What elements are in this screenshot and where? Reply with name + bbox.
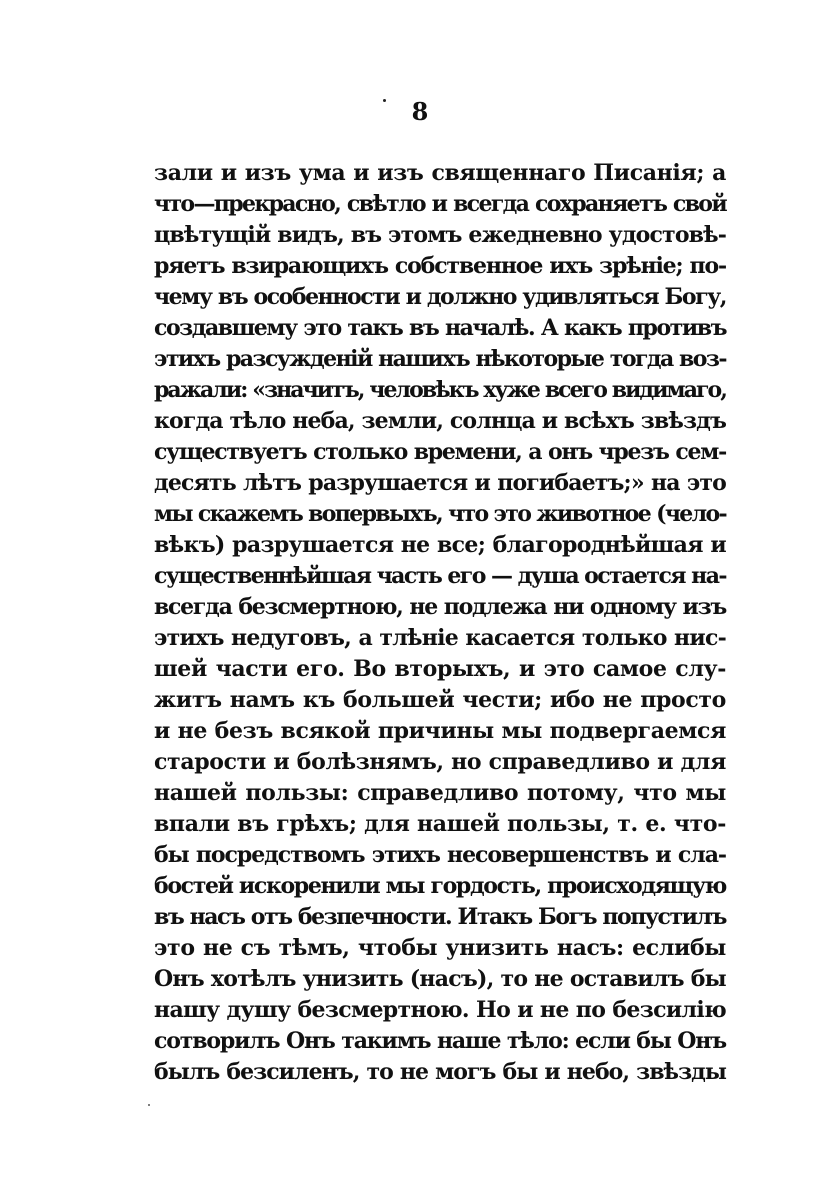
text-line: бы посредствомъ этихъ несовершенствъ и сла- <box>154 842 726 868</box>
text-line: ряетъ взирающихъ собственное ихъ зрѣніе; по- <box>154 253 726 279</box>
text-line: ражали: «значитъ, человѣкъ хуже всего видимаго, <box>154 377 726 403</box>
text-line: нашу душу безсмертною. Но и не по безсилію <box>154 997 726 1023</box>
text-line: существеннѣйшая часть его — душа остается на- <box>154 563 726 589</box>
text-line: создавшему это такъ въ началѣ. А какъ противъ <box>154 315 726 341</box>
text-line: десять лѣтъ разрушается и погибаетъ;» на это <box>154 470 726 496</box>
text-line: что—прекрасно, свѣтло и всегда сохраняетъ свой <box>154 191 726 217</box>
text-line: чему въ особенности и должно удивляться Богу, <box>154 284 726 310</box>
page-number: 8 <box>411 97 429 126</box>
text-line: существуетъ столько времени, а онъ чрезъ сем- <box>154 439 726 465</box>
text-line: мы скажемъ вопервыхъ, что это животное (чело- <box>154 501 726 527</box>
text-line: вѣкъ) разрушается не все; благороднѣйшая и <box>154 532 726 558</box>
body-text <box>154 158 726 1088</box>
text-line: нашей пользы: справедливо потому, что мы <box>154 780 726 806</box>
text-line: всегда безсмертною, не подлежа ни одному изъ <box>154 594 726 620</box>
text-line: когда тѣло неба, земли, солнца и всѣхъ звѣздъ <box>154 408 726 434</box>
text-line: цвѣтущій видъ, въ этомъ ежедневно удостовѣ- <box>154 222 726 248</box>
text-line: этихъ разсужденій нашихъ нѣкоторые тогда воз- <box>154 346 726 372</box>
text-line: Онъ хотѣлъ унизить (насъ), то не оставилъ бы <box>154 966 726 992</box>
text-line: зали и изъ ума и изъ священнаго Писанія; а <box>154 160 726 186</box>
text-line: шей части его. Во вторыхъ, и это самое слу- <box>154 656 726 682</box>
text-line: впали въ грѣхъ; для нашей пользы, т. е. что- <box>154 811 726 837</box>
text-line: житъ намъ къ большей чести; ибо не просто <box>154 687 726 713</box>
print-speck <box>148 1104 150 1106</box>
text-line: сотворилъ Онъ такимъ наше тѣло: если бы Онъ <box>154 1028 726 1054</box>
text-line: этихъ недуговъ, а тлѣніе касается только ниc- <box>154 625 726 651</box>
text-line: и не безъ всякой причины мы подвергаемся <box>154 718 726 744</box>
text-line: бостей искоренили мы гордость, происходящую <box>154 873 726 899</box>
text-line: старости и болѣзнямъ, но справедливо и для <box>154 749 726 775</box>
text-line: былъ безсиленъ, то не могъ бы и небо, звѣзды <box>154 1059 726 1085</box>
text-line: въ насъ отъ безпечности. Итакъ Богъ попустилъ <box>154 904 726 930</box>
text-line: это не съ тѣмъ, чтобы унизить насъ: еслибы <box>154 935 726 961</box>
